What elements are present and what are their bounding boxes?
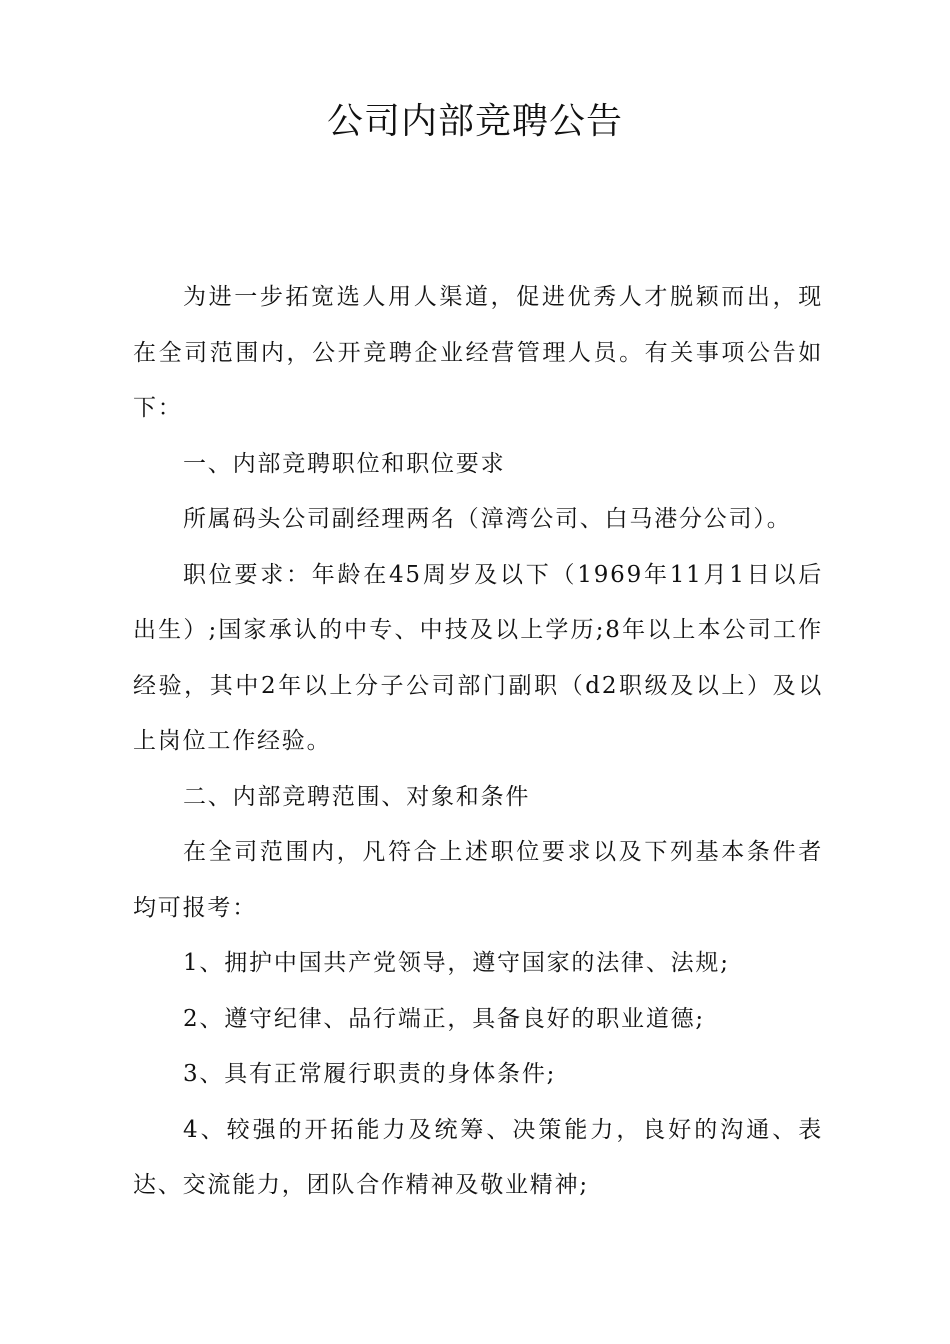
condition-item-4: 4、较强的开拓能力及统筹、决策能力，良好的沟通、表达、交流能力，团队合作精神及敬业精神; bbox=[133, 1116, 823, 1198]
positions-paragraph: 所属码头公司副经理两名（漳湾公司、白马港分公司）。 bbox=[183, 506, 792, 532]
intro-paragraph: 为进一步拓宽选人用人渠道，促进优秀人才脱颖而出，现在全司范围内，公开竞聘企业经营管理人员。有关事项公告如下： bbox=[133, 284, 823, 421]
condition-item-1: 1、拥护中国共产党领导，遵守国家的法律、法规; bbox=[183, 950, 730, 976]
section-heading-positions: 一、内部竞聘职位和职位要求 bbox=[183, 450, 506, 477]
section-heading-scope: 二、内部竞聘范围、对象和条件 bbox=[183, 783, 531, 810]
scope-paragraph: 在全司范围内，凡符合上述职位要求以及下列基本条件者均可报考： bbox=[133, 839, 823, 921]
condition-item-2: 2、遵守纪律、品行端正，具备良好的职业道德; bbox=[183, 1005, 705, 1032]
condition-item-3: 3、具有正常履行职责的身体条件; bbox=[183, 1061, 557, 1087]
document-body bbox=[133, 270, 823, 1214]
document-title: 公司内部竞聘公告 bbox=[326, 101, 623, 142]
requirements-paragraph: 职位要求：年龄在45周岁及以下（1969年11月1日以后出生）;国家承认的中专、中技及以上学历;8年以上本公司工作经验，其中2年以上分子公司部门副职（d2职级及以上）及以上岗位工作经验。 bbox=[133, 561, 823, 754]
